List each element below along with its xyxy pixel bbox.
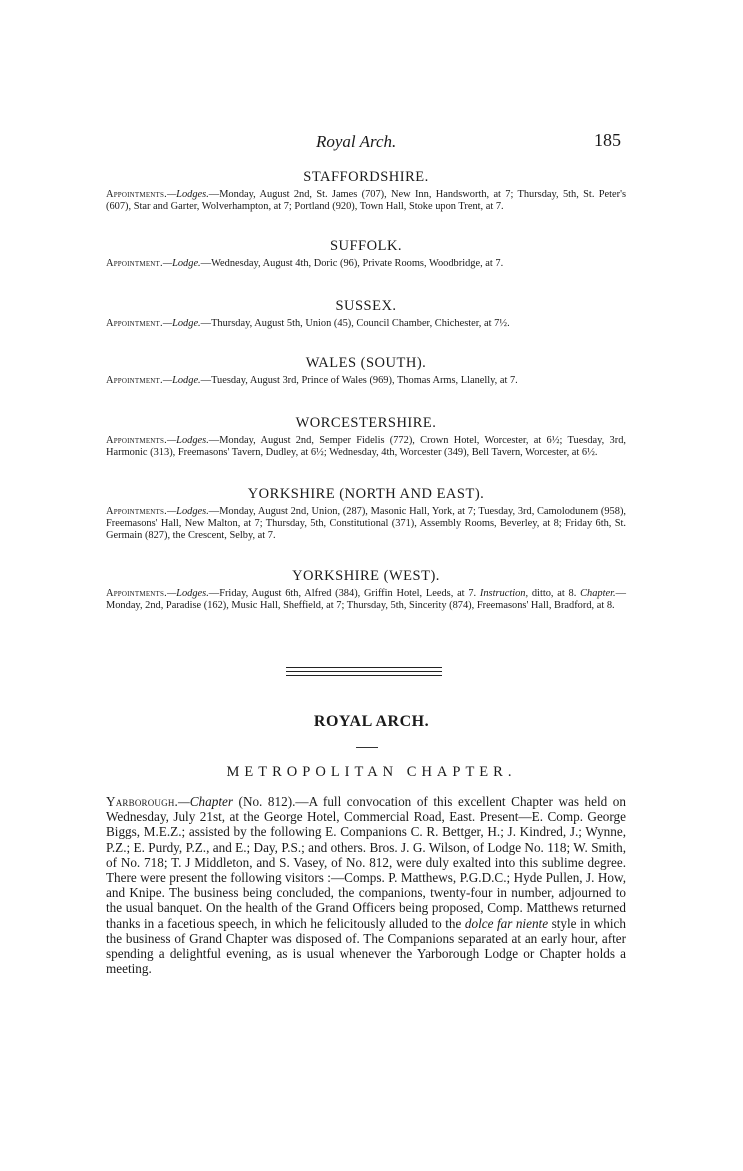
section-yorkshire-west	[106, 567, 626, 612]
running-title: Royal Arch.	[316, 132, 397, 151]
appointment-label: Appointment.	[106, 258, 163, 269]
appointment-label: Appointments.	[106, 506, 167, 517]
chapter-report	[106, 794, 626, 976]
instruction-text: ditto, at 8.	[528, 588, 581, 599]
section-worcestershire	[106, 414, 626, 459]
divider-rule	[286, 671, 442, 672]
appointment-label: Appointment.	[106, 318, 163, 329]
section-heading: WALES (SOUTH).	[305, 355, 427, 371]
section-wales-south	[106, 354, 626, 387]
page-number: 185	[594, 130, 621, 150]
section-heading: SUSSEX.	[335, 298, 397, 314]
appointment-sublabel: —Lodges.	[166, 506, 209, 517]
divider-rule	[286, 667, 442, 668]
section-heading: YORKSHIRE (WEST).	[292, 568, 440, 584]
appointment-text: —Friday, August 6th, Alfred (384), Griffin Hotel, Leeds, at 7.	[208, 588, 480, 599]
appointment-sublabel: —Lodge.	[162, 258, 201, 269]
section-staffordshire	[106, 168, 626, 213]
report-text-continued: style in which the business of Grand Chapter was disposed of. The Companions separated at an early hour, after spending a delightful evening, as is usual whenever the Yarborough Lodge or Chapter holds a meeting.	[106, 915, 626, 977]
section-body	[106, 189, 626, 213]
appointment-label: Appointments.	[106, 189, 167, 200]
italic-phrase: dolce far niente	[464, 915, 549, 931]
appointment-sublabel: —Lodges.	[166, 435, 209, 446]
section-body	[106, 506, 626, 542]
appointment-sublabel: —Lodge.	[162, 375, 201, 386]
appointment-text: —Monday, August 2nd, Union, (287), Masonic Hall, York, at 7; Tuesday, 3rd, Camolodunem (958), Freemasons' Hall, New Malton, at 7; Thursday, 5th, Constitutional (371), Assembly Rooms, Beverley, at 8; Friday 6th, St. Germain (827), the Crescent, Selby, at 7.	[106, 506, 626, 541]
appointment-label: Appointments.	[106, 588, 167, 599]
appointment-text: —Monday, August 2nd, Semper Fidelis (772), Crown Hotel, Worcester, at 6½; Tuesday, 3rd, Harmonic (313), Freemasons' Tavern, Dudley, at 6½; Wednesday, 4th, Worcester (349), Bell Tavern, Worcester, at 6½.	[106, 435, 626, 458]
chapter-text: —Monday, 2nd, Paradise (162), Music Hall, Sheffield, at 7; Thursday, 5th, Sincerity (874), Freemasons' Hall, Bradford, at 8.	[106, 588, 626, 611]
section-sussex	[106, 297, 626, 330]
royal-arch-heading: ROYAL ARCH.	[313, 713, 430, 730]
instruction-label: Instruction,	[479, 588, 529, 599]
section-suffolk	[106, 237, 626, 270]
section-body	[106, 375, 626, 387]
lodge-name: Yarborough.	[106, 794, 179, 809]
section-divider	[286, 667, 442, 679]
section-heading: YORKSHIRE (NORTH AND EAST).	[247, 486, 485, 502]
appointment-sublabel: —Lodge.	[162, 318, 201, 329]
appointment-text: —Wednesday, August 4th, Doric (96), Private Rooms, Woodbridge, at 7.	[200, 258, 504, 269]
section-heading: WORCESTERSHIRE.	[295, 415, 437, 431]
appointment-sublabel: —Lodges.	[166, 588, 209, 599]
appointment-text: —Tuesday, August 3rd, Prince of Wales (969), Thomas Arms, Llanelly, at 7.	[200, 375, 518, 386]
chapter-label: Chapter.	[580, 588, 616, 599]
section-body	[106, 258, 626, 270]
appointment-text: —Monday, August 2nd, St. James (707), New Inn, Handsworth, at 7; Thursday, 5th, St. Peter's (607), Star and Garter, Wolverhampton, at 7; Portland (920), Town Hall, Stoke upon Trent, at 7.	[106, 189, 626, 212]
appointment-text: —Thursday, August 5th, Union (45), Council Chamber, Chichester, at 7½.	[200, 318, 510, 329]
appointment-label: Appointments.	[106, 435, 167, 446]
section-body	[106, 588, 626, 612]
appointment-sublabel: —Lodges.	[166, 189, 209, 200]
running-head	[0, 132, 743, 156]
section-yorkshire-north-east	[106, 485, 626, 542]
divider-rule	[286, 675, 442, 676]
chapter-label: —Chapter	[178, 794, 233, 809]
report-text: (No. 812).—A full convocation of this excellent Chapter was held on Wednesday, July 21st, at the George Hotel, Commercial Road, East. Present—E. Comp. George Biggs, M.E.Z.; assisted by the following E. Companions C. R. Bettger, H.; J. Kindred, J.; Wynne, P.Z.; E. Purdy, P.Z., and E.; Day, P.S.; and others. Bros. J. G. Wilson, of Lodge No. 118; W. Smith, of No. 718; T. J Middleton, and S. Vasey, of No. 812, were duly exalted into this sublime degree. There were present the following visitors :—Comps. P. Matthews, P.G.D.C.; Hyde Pullen, J. How, and Knipe. The business being concluded, the companions, twenty-four in number, adjourned to the usual banquet. On the health of the Grand Officers being proposed, Comp. Matthews returned thanks in a facetious speech, in which he felicitously alluded to the	[106, 794, 626, 931]
section-heading: SUFFOLK.	[329, 238, 403, 254]
section-body	[106, 318, 626, 330]
section-heading: STAFFORDSHIRE.	[303, 169, 429, 185]
heading-dash	[356, 747, 378, 748]
appointment-label: Appointment.	[106, 375, 163, 386]
metropolitan-chapter-heading: METROPOLITAN CHAPTER.	[226, 764, 517, 780]
section-body	[106, 435, 626, 459]
